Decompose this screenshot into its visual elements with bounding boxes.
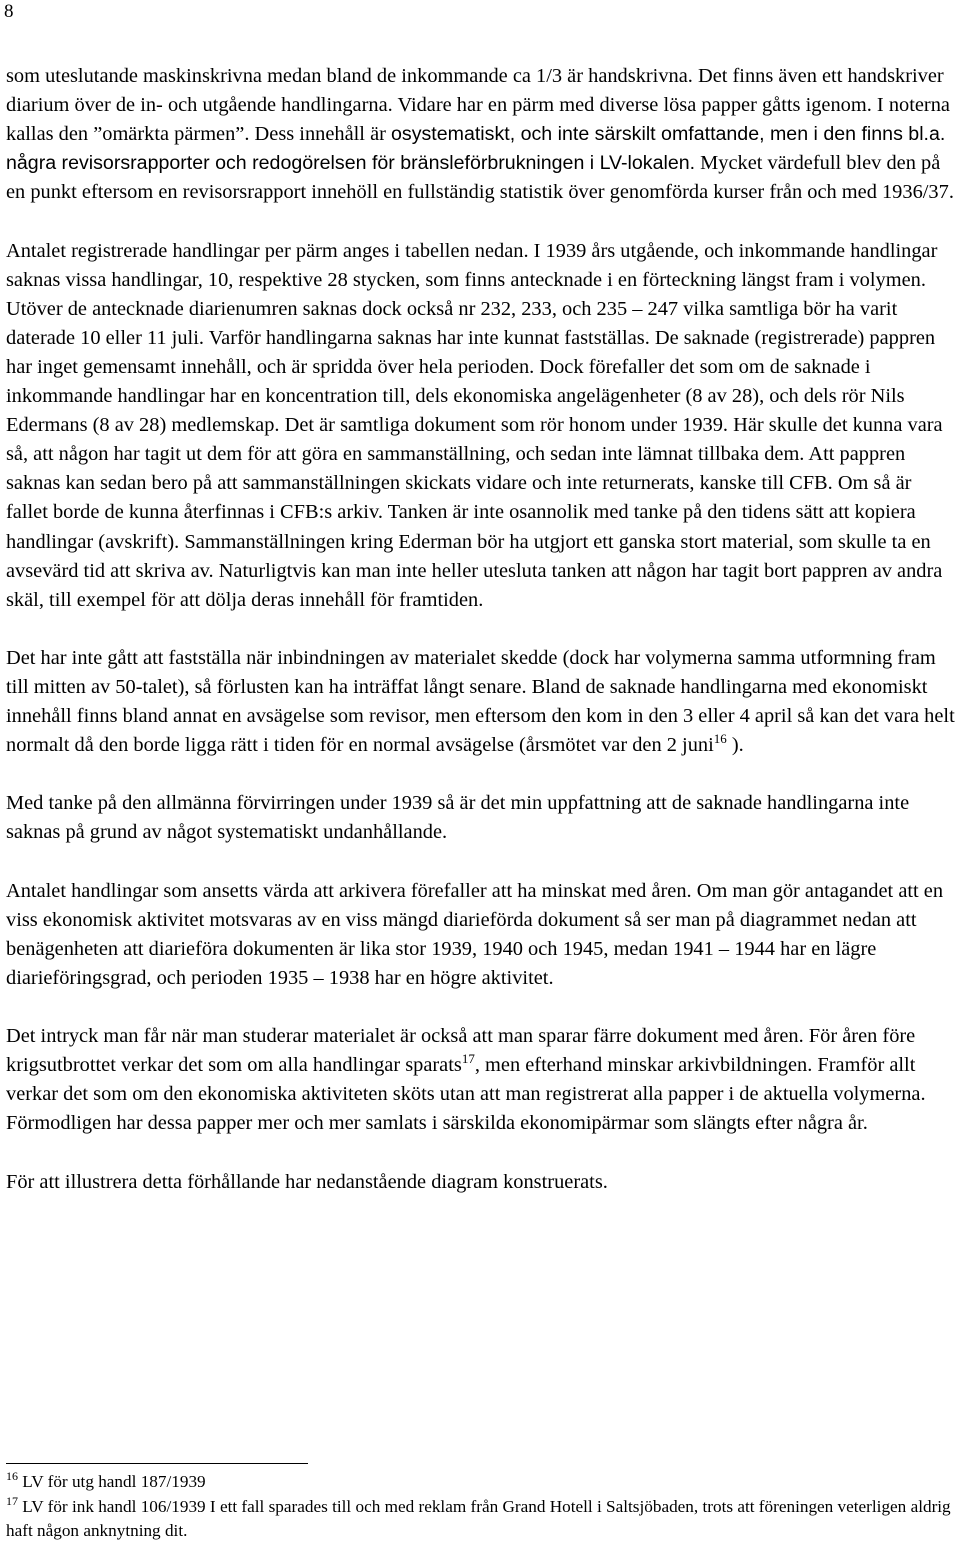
paragraph-3-text: Det har inte gått att fastställa när inbindningen av materialet skedde (dock har volymerna samma utformning fram till mitten av 50-talet), så förlusten kan ha inträffat långt senare. Bland de saknade handlingarna med ekonomiskt innehåll finns bland annat en avsägelse som revisor, men eftersom den kom in den 3 eller 4 april så kan det vara helt normalt då den borde ligga rätt i tiden för en normal avsägelse (årsmötet var den 2 juni xyxy=(6,646,955,757)
paragraph-6-text: Det intryck man får när man studerar materialet är också att man sparar färre dokument med åren. För åren före krigsutbrottet verkar det som om alla handlingar sparats xyxy=(6,1025,916,1077)
paragraph-1-part-2: osystematiskt, och inte särskilt omfattande, men i den finns bl.a. några revisorsrapporter och redogörelsen för bränsleförbrukningen i LV-lokalen. xyxy=(6,123,946,175)
paragraph-2: Antalet registrerade handlingar per pärm anges i tabellen nedan. I 1939 års utgående, och inkommande handlingar saknas vissa handlingar, 10, respektive 28 stycken, som finns antecknade i en förteckning längst fram i volymen. Utöver de antecknade diarienumren saknas dock också nr 232, 233, och 235 – 247 vilka samtliga bör ha varit daterade 10 eller 11 juli. Varför handlingarna saknas har inte kunnat fastställas. De saknade (registrerade) pappren har inget gemensamt innehåll, och är spridda över hela perioden. Dock förefaller det som om de saknade i inkommande handlingar har en koncentration till, dels ekonomiska angelägenheter (8 av 28), och dels rör Nils Edermans (8 av 28) medlemskap. Det är samtliga dokument som rör honom under 1939. Här skulle det kunna vara så, att någon har tagit ut dem för att göra en sammanställning, och sedan inte lämnat tillbaka dem. Att pappren saknas kan sedan bero på att sammanställningen skickats vidare och inte returnerats, kanske till CFB. Om så är fallet borde de kunna återfinnas i CFB:s arkiv. Tanken är inte osannolik med tanke på den tidens sätt att kopiera handlingar (avskrift). Sammanställningen kring Ederman bör ha utgjort ett ganska stort material, som skulle ta en avsevärd tid att skriva av. Naturligtvis kan man inte heller utesluta tanken att någon har tagit bort pappren av andra skäl, till exempel för att dölja deras innehåll för framtiden. xyxy=(6,239,943,611)
paragraph-4: Med tanke på den allmänna förvirringen under 1939 så är det min uppfattning att de saknade handlingarna inte saknas på grund av något systematiskt undanhållande. xyxy=(6,792,910,844)
paragraph-1-part-1: som uteslutande maskinskrivna medan bland de inkommande ca 1/3 är handskrivna. Det finns även ett handskriver diarium över de in- och utgående handlingarna. Vidare har en pärm med diverse lösa papper gåtts igenom. I noterna kallas den ”omärkta pärmen”. Dess innehåll är xyxy=(6,65,950,146)
body-text xyxy=(6,62,956,1226)
paragraph-3 xyxy=(6,644,956,760)
footnote-number: 17 xyxy=(6,1493,18,1508)
paragraph-1 xyxy=(6,62,956,207)
paragraph-1-part-3: Mycket värdefull blev den på en punkt eftersom en revisorsrapport innehöll en fullständig statistik över genomförda kurser från och med 1936/37. xyxy=(6,152,954,204)
footnote-ref-16[interactable]: 16 xyxy=(713,731,727,747)
paragraph-7: För att illustrera detta förhållande har nedanstående diagram konstruerats. xyxy=(6,1170,608,1193)
footnote-17 xyxy=(6,1495,956,1544)
paragraph-6 xyxy=(6,1022,956,1138)
page-number: 8 xyxy=(4,1,14,22)
paragraph-6-tail: , men efterhand minskar arkivbildningen. Framför allt verkar det som om den ekonomiska aktiviteten sköts utan att man registrerat alla papper i de aktuella volymerna. Förmodligen har dessa papper mer och mer samlats i särskilda ekonomipärmar som slängts efter några år. xyxy=(6,1054,926,1135)
paragraph-5: Antalet handlingar som ansetts värda att arkivera förefaller att ha minskat med åren. Om man gör antagandet att en viss ekonomisk aktivitet motsvaras av en viss mängd diarieförda dokument så ser man på diagrammet nedan att benägenheten att diarieföra dokumenten är lika stor 1939, 1940 och 1945, medan 1941 – 1944 har en lägre diarieföringsgrad, och perioden 1935 – 1938 har en högre aktivitet. xyxy=(6,879,944,989)
footnote-16 xyxy=(6,1470,956,1495)
footnotes xyxy=(6,1470,956,1544)
footnote-number: 16 xyxy=(6,1469,18,1483)
footnote-ref-17[interactable]: 17 xyxy=(461,1051,475,1067)
paragraph-3-tail: ). xyxy=(726,734,744,757)
footnote-text: LV för ink handl 106/1939 I ett fall sparades till och med reklam från Grand Hotell i Saltsjöbaden, trots att föreningen veterligen aldrig haft någon anknytning dit. xyxy=(6,1496,951,1540)
footnote-separator xyxy=(6,1463,308,1464)
footnote-text: LV för utg handl 187/1939 xyxy=(18,1472,206,1491)
